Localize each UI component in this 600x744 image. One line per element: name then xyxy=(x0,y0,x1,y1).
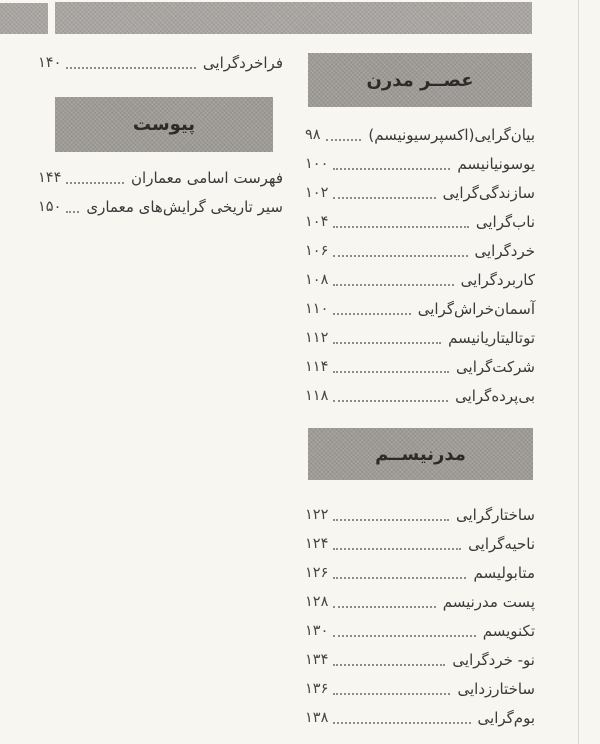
dotted-leader xyxy=(66,211,79,213)
toc-entry-page: ۱۲۸ xyxy=(305,593,329,610)
dotted-leader xyxy=(333,255,467,257)
toc-entry-label: کاربردگرایی xyxy=(460,270,535,289)
toc-entry xyxy=(38,50,283,76)
toc-entry-label: بی‌پرده‌گرایی xyxy=(455,386,535,405)
toc-entry-page: ۱۰۸ xyxy=(305,271,329,288)
dotted-leader xyxy=(333,400,448,402)
toc-entry-label: تکنویسم xyxy=(482,621,535,640)
toc-entry-page: ۱۳۶ xyxy=(305,680,329,697)
toc-entry-page: ۱۴۴ xyxy=(38,169,62,186)
toc-entry-label: سیر تاریخی گرایش‌های معماری xyxy=(86,197,283,216)
dotted-leader xyxy=(333,577,466,579)
dotted-leader xyxy=(333,722,470,724)
toc-entry-page: ۱۰۶ xyxy=(305,242,329,259)
toc-entry xyxy=(305,587,535,616)
toc-entry xyxy=(305,381,535,410)
dotted-leader xyxy=(66,182,124,184)
dotted-leader xyxy=(333,226,468,228)
dotted-leader xyxy=(333,197,435,199)
toc-entry-label: متابولیسم xyxy=(473,563,535,582)
dotted-leader xyxy=(326,139,362,141)
section-header-modern-era xyxy=(308,53,532,107)
toc-entry xyxy=(305,294,535,323)
toc-entry-label: ساختارزدایی xyxy=(457,679,535,698)
dotted-leader xyxy=(333,371,449,373)
toc-list-modern-era xyxy=(305,120,535,410)
toc-entry xyxy=(38,192,283,221)
dotted-leader xyxy=(333,635,475,637)
dotted-leader xyxy=(333,664,445,666)
toc-entry-page: ۱۳۸ xyxy=(305,709,329,726)
toc-entry-page: ۱۱۰ xyxy=(305,300,329,317)
toc-entry-page: ۱۳۴ xyxy=(305,651,329,668)
toc-entry-page: ۱۱۲ xyxy=(305,329,329,346)
toc-entry-label: ناب‌گرایی xyxy=(475,212,535,231)
top-left-decoration-bar xyxy=(0,3,48,34)
toc-entry-label: آسمان‌خراش‌گرایی xyxy=(417,299,535,318)
toc-entry xyxy=(305,236,535,265)
toc-entry-page: ۱۰۴ xyxy=(305,213,329,230)
toc-entry xyxy=(305,323,535,352)
toc-entry xyxy=(305,703,535,732)
toc-entry-label: یوسونیانیسم xyxy=(457,154,535,173)
toc-list-appendix xyxy=(38,163,283,221)
toc-entry xyxy=(305,207,535,236)
dotted-leader xyxy=(66,67,196,69)
toc-entry-page: ۱۱۸ xyxy=(305,387,329,404)
toc-entry-page: ۱۵۰ xyxy=(38,198,62,215)
toc-entry xyxy=(305,149,535,178)
toc-entry xyxy=(305,178,535,207)
toc-entry-label: فراخردگرایی xyxy=(202,54,283,72)
dotted-leader xyxy=(333,313,410,315)
toc-entry xyxy=(305,558,535,587)
section-header-appendix xyxy=(55,97,273,152)
toc-entry xyxy=(38,163,283,192)
section-title: عصــر مدرن xyxy=(366,69,474,91)
toc-entry xyxy=(305,674,535,703)
toc-entry-page: ۱۴۰ xyxy=(38,55,62,71)
toc-entry-label: بیان‌گرایی(اکسپرسیونیسم) xyxy=(368,125,535,144)
toc-entry-label: بوم‌گرایی xyxy=(477,708,535,727)
dotted-leader xyxy=(333,519,449,521)
dotted-leader xyxy=(333,693,450,695)
section-header-modernism xyxy=(308,428,533,480)
toc-entry xyxy=(305,616,535,645)
toc-entry xyxy=(305,120,535,149)
toc-list-modernism xyxy=(305,500,535,732)
toc-entry-page: ۱۲۲ xyxy=(305,506,329,523)
toc-entry-label: نو- خردگرایی xyxy=(452,650,535,669)
section-title: پیوست xyxy=(132,114,196,135)
toc-entry xyxy=(305,265,535,294)
toc-entry-label: شرکت‌گرایی xyxy=(456,357,535,376)
toc-entry-label: ساختارگرایی xyxy=(455,505,535,524)
toc-entry-label: خردگرایی xyxy=(474,241,535,260)
toc-entry-page: ۱۳۰ xyxy=(305,622,329,639)
toc-entry xyxy=(305,352,535,381)
toc-entry-label: پست مدرنیسم xyxy=(442,592,535,611)
dotted-leader xyxy=(333,606,435,608)
page-edge-line xyxy=(578,0,579,744)
dotted-leader xyxy=(333,284,453,286)
toc-entry-label: سازندگی‌گرایی xyxy=(442,183,535,202)
toc-entry-page: ۹۸ xyxy=(305,126,321,143)
top-decoration-bar xyxy=(55,2,532,34)
dotted-leader xyxy=(333,168,450,170)
toc-entry-label: فهرست اسامی معماران xyxy=(131,168,283,187)
toc-entry-page: ۱۱۴ xyxy=(305,358,329,375)
toc-entry-page: ۱۰۰ xyxy=(305,155,329,172)
dotted-leader xyxy=(333,342,441,344)
section-title: مدرنیســم xyxy=(375,443,466,465)
toc-entry xyxy=(305,500,535,529)
dotted-leader xyxy=(333,548,461,550)
toc-entry-page: ۱۰۲ xyxy=(305,184,329,201)
toc-entry xyxy=(305,529,535,558)
toc-entry-label: ناحیه‌گرایی xyxy=(468,534,535,553)
toc-entry-page: ۱۲۶ xyxy=(305,564,329,581)
toc-entry-page: ۱۲۴ xyxy=(305,535,329,552)
toc-entry-label: توتالیتاریانیسم xyxy=(448,328,535,347)
toc-entry xyxy=(305,645,535,674)
